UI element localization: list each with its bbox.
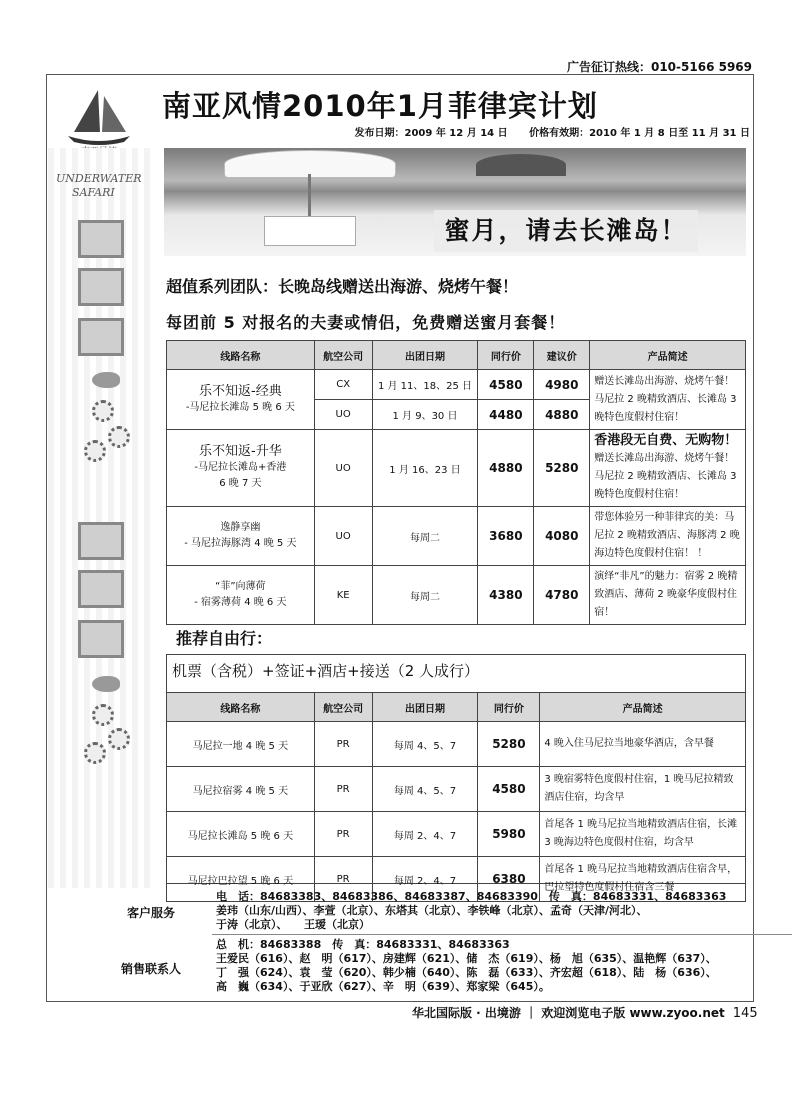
- suggested-price-cell: 4980: [534, 370, 590, 400]
- airline-cell: KE: [314, 566, 372, 625]
- route-cell: [167, 370, 315, 430]
- suggested-price-cell: 4780: [534, 566, 590, 625]
- airline-cell: PR: [314, 767, 372, 812]
- suggested-price-cell: 5280: [534, 430, 590, 507]
- header-date: 出团日期: [372, 693, 478, 722]
- peer-price-cell: 6380: [478, 857, 540, 902]
- peer-price-cell: 4880: [478, 430, 534, 507]
- date-cell: 1 月 16、23 日: [372, 430, 478, 507]
- publish-date: 发布日期：2009 年 12 月 14 日: [354, 128, 508, 139]
- description-cell: 4 晚入住马尼拉当地豪华酒店，含早餐: [540, 722, 746, 767]
- fish-photo-icon: [78, 318, 124, 356]
- customer-service-staff-2: 于涛（北京）、 王瑷（北京）: [216, 918, 370, 931]
- suggested-price-cell: 4080: [534, 507, 590, 566]
- flower-icon: [92, 704, 114, 726]
- airline-cell: CX: [314, 370, 372, 400]
- group-tour-table: [166, 340, 746, 625]
- header-date: 出团日期: [372, 341, 478, 370]
- header-route: 线路名称: [167, 341, 315, 370]
- description-cell: 首尾各 1 晚马尼拉当地精致酒店住宿含早，巴拉望特色度假村住宿含三餐: [540, 857, 746, 902]
- route-detail: -马尼拉长滩岛 5 晚 6 天: [185, 401, 295, 413]
- date-cell: 1 月 9、30 日: [372, 400, 478, 430]
- airline-cell: UO: [314, 400, 372, 430]
- date-cell: 每周二: [372, 507, 478, 566]
- route-cell: [167, 507, 315, 566]
- sailboat-logo-icon: [64, 82, 134, 150]
- fish-photo-icon: [78, 268, 124, 306]
- route-cell: 马尼拉宿雾 4 晚 5 天: [167, 767, 315, 812]
- sales-phone: 总 机：84683388 传 真：84683331、84683363: [216, 938, 510, 951]
- table-row: [167, 767, 746, 812]
- sidebar-title: [56, 172, 142, 200]
- sales-staff-2: 丁 强（624）、袁 莹（620）、韩少楠（640）、陈 磊（633）、齐宏超（618）、陆 杨（636）、: [216, 966, 717, 979]
- date-cell: 每周 2、4、7: [372, 812, 478, 857]
- customer-service-label: 客户服务: [126, 906, 175, 920]
- airline-cell: PR: [314, 857, 372, 902]
- customer-service-staff: 姜玮（山东/山西）、李萱（北京）、东塔其（北京）、李铁峰（北京）、孟奇（天津/河北）、: [216, 904, 648, 917]
- description-highlight: 香港段无自费、无购物！: [594, 433, 738, 448]
- route-name: 乐不知返-经典: [199, 383, 282, 399]
- route-duration: 6 晚 7 天: [219, 478, 262, 489]
- table-row: [167, 507, 746, 566]
- date-cell: 每周 4、5、7: [372, 767, 478, 812]
- promo-line-1: 超值系列团队：长晚岛线赠送出海游、烧烤午餐！: [166, 277, 519, 296]
- header-peer-price: 同行价: [478, 693, 540, 722]
- header-suggested-price: 建议价: [534, 341, 590, 370]
- flower-icon: [108, 426, 130, 448]
- date-cell: 每周 4、5、7: [372, 722, 478, 767]
- airline-cell: UO: [314, 507, 372, 566]
- table-row: [167, 370, 746, 400]
- free-travel-table: [166, 692, 746, 902]
- route-cell: 马尼拉一地 4 晚 5 天: [167, 722, 315, 767]
- description-cell: [590, 430, 746, 507]
- date-cell: 1 月 11、18、25 日: [372, 370, 478, 400]
- footer: [412, 1004, 758, 1021]
- date-cell: 每周 2、4、7: [372, 857, 478, 902]
- peer-price-cell: 4580: [478, 767, 540, 812]
- fish-icon: [92, 372, 120, 388]
- peer-price-cell: 3680: [478, 507, 534, 566]
- description-cell: 演绎“非凡”的魅力：宿雾 2 晚精致酒店、薄荷 2 晚豪华度假村住宿！: [590, 566, 746, 625]
- sidebar-title-line-2: SAFARI: [72, 186, 115, 199]
- divider: [212, 934, 792, 935]
- customer-service-block: [216, 890, 726, 932]
- header-peer-price: 同行价: [478, 341, 534, 370]
- peer-price-cell: 5980: [478, 812, 540, 857]
- peer-price-cell: 4580: [478, 370, 534, 400]
- fish-photo-icon: [78, 570, 124, 608]
- route-cell: 马尼拉巴拉望 5 晚 6 天: [167, 857, 315, 902]
- peer-price-cell: 5280: [478, 722, 540, 767]
- customer-service-phone: 电 话：84683383、84683386、84683387、84683390 传 真：84683331、84683363: [216, 890, 727, 903]
- page-title: 南亚风情2010年1月菲律宾计划: [162, 89, 598, 123]
- ad-hotline: 广告征订热线：010-5166 5969: [566, 60, 752, 74]
- header-route: 线路名称: [167, 693, 315, 722]
- recommended-title: 推荐自由行：: [176, 629, 273, 648]
- footer-text: 华北国际版 · 出境游 ｜ 欢迎浏览电子版 www.zyoo.net: [412, 1006, 725, 1020]
- description-cell: 首尾各 1 晚马尼拉当地精致酒店住宿，长滩 3 晚海边特色度假村住宿，均含早: [540, 812, 746, 857]
- header-description: 产品简述: [540, 693, 746, 722]
- fish-icon: [92, 676, 120, 692]
- route-detail: - 马尼拉海豚湾 4 晚 5 天: [184, 538, 297, 549]
- peer-price-cell: 4380: [478, 566, 534, 625]
- sales-staff-1: 王爱民（616）、赵 明（617）、房建辉（621）、储 杰（619）、杨 旭（635）、温艳辉（637）、: [216, 952, 717, 965]
- route-cell: 马尼拉长滩岛 5 晚 6 天: [167, 812, 315, 857]
- sales-staff-3: 高 巍（634）、于亚欣（627）、辛 明（639）、郑家梁（645）。: [216, 980, 550, 993]
- suggested-price-cell: 4880: [534, 400, 590, 430]
- table-header-row: [167, 341, 746, 370]
- flower-icon: [84, 440, 106, 462]
- date-line: [337, 124, 750, 139]
- table-header-row: [167, 693, 746, 722]
- sales-label: 销售联系人: [120, 962, 181, 976]
- island-shape: [476, 154, 566, 176]
- route-name: 乐不知返-升华: [199, 444, 282, 459]
- header-airline: 航空公司: [314, 693, 372, 722]
- header-description: 产品简述: [590, 341, 746, 370]
- route-cell: [167, 430, 315, 507]
- promo-line-2: 每团前 5 对报名的夫妻或情侣，免费赠送蜜月套餐！: [166, 313, 566, 332]
- fish-photo-icon: [78, 620, 124, 658]
- decorative-sidebar: [48, 148, 154, 888]
- fish-photo-icon: [78, 220, 124, 258]
- table-row: [167, 430, 746, 507]
- description-cell: 带您体验另一种菲律宾的美：马尼拉 2 晚精致酒店、海豚湾 2 晚海边特色度假村住宿！ ！: [590, 507, 746, 566]
- airline-cell: PR: [314, 722, 372, 767]
- route-detail: -马尼拉长滩岛+香港: [194, 462, 287, 473]
- flower-icon: [92, 400, 114, 422]
- table-row: [167, 566, 746, 625]
- valid-date: 价格有效期：2010 年 1 月 8 日至 11 月 31 日: [529, 128, 750, 139]
- beach-table-shape: [264, 216, 356, 246]
- header-airline: 航空公司: [314, 341, 372, 370]
- sales-block: [216, 938, 717, 994]
- route-name: “菲”向薄荷: [215, 581, 266, 592]
- airline-cell: PR: [314, 812, 372, 857]
- route-cell: [167, 566, 315, 625]
- fish-photo-icon: [78, 522, 124, 560]
- table-row: [167, 812, 746, 857]
- airline-cell: UO: [314, 430, 372, 507]
- banner-slogan: 蜜月，请去长滩岛！: [434, 210, 698, 252]
- description-cell: 3 晚宿雾特色度假村住宿，1 晚马尼拉精致酒店住宿，均含早: [540, 767, 746, 812]
- route-detail: - 宿雾薄荷 4 晚 6 天: [194, 597, 287, 608]
- flower-icon: [108, 728, 130, 750]
- table-row: [167, 722, 746, 767]
- description-text: 赠送长滩岛出海游、烧烤午餐！马尼拉 2 晚精致酒店、长滩岛 3 晚特色度假村住宿！: [594, 453, 737, 500]
- peer-price-cell: 4480: [478, 400, 534, 430]
- route-name: 逸静享幽: [220, 522, 261, 533]
- description-cell: 赠送长滩岛出海游、烧烤午餐！马尼拉 2 晚精致酒店、长滩岛 3 晚特色度假村住宿！: [590, 370, 746, 430]
- sidebar-title-line-1: UNDERWATER: [56, 172, 142, 185]
- page-number: 145: [732, 1006, 758, 1021]
- flower-icon: [84, 742, 106, 764]
- date-cell: 每周二: [372, 566, 478, 625]
- free-travel-heading: 机票（含税）+签证+酒店+接送（2 人成行）: [172, 662, 480, 680]
